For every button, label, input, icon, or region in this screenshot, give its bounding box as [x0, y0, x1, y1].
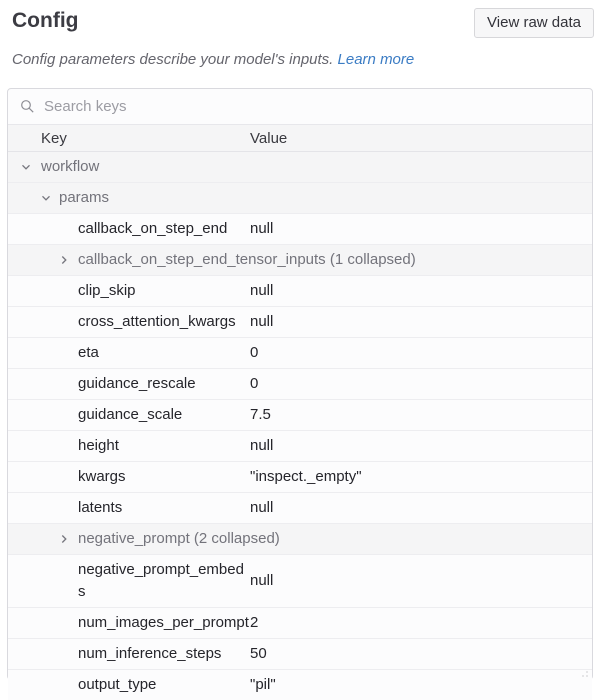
resize-handle-icon[interactable] [580, 669, 589, 678]
table-row [8, 638, 592, 669]
row-value: 0 [250, 375, 259, 392]
row-key: guidance_rescale [78, 375, 196, 392]
row-value: 7.5 [250, 406, 271, 423]
table-row [8, 607, 592, 638]
row-key: clip_skip [78, 282, 136, 299]
search-icon [20, 99, 35, 114]
row-key: eta [78, 344, 99, 361]
row-key: kwargs [78, 468, 126, 485]
table-row[interactable] [8, 523, 592, 554]
table-row [8, 554, 592, 607]
row-value: 2 [250, 614, 259, 631]
chevron-down-icon[interactable] [40, 192, 52, 204]
row-key: num_inference_steps [78, 645, 222, 662]
row-key: callback_on_step_end [78, 220, 228, 237]
row-value: null [250, 220, 274, 237]
view-raw-data-button[interactable]: View raw data [474, 8, 594, 38]
search-bar[interactable] [8, 89, 592, 124]
row-value: null [250, 282, 274, 299]
table-row [8, 368, 592, 399]
row-value: "pil" [250, 676, 276, 693]
table-row [8, 669, 592, 700]
table-row[interactable] [8, 152, 592, 182]
row-value: null [250, 572, 274, 589]
row-key: negative_prompt_embeds [78, 561, 244, 600]
row-key: guidance_scale [78, 406, 183, 423]
row-key: cross_attention_kwargs [78, 313, 236, 330]
config-table-panel [7, 88, 593, 693]
row-value: 50 [250, 645, 267, 662]
table-row [8, 337, 592, 368]
row-key: num_images_per_prompt [78, 614, 249, 631]
chevron-right-icon[interactable] [58, 254, 70, 266]
description-text: Config parameters describe your model's inputs. [12, 51, 338, 68]
table-row[interactable] [8, 244, 592, 275]
table-row [8, 213, 592, 244]
row-value: null [250, 499, 274, 516]
row-key: height [78, 437, 119, 454]
row-key: output_type [78, 676, 157, 693]
table-row[interactable] [8, 182, 592, 213]
config-panel-header [12, 8, 594, 38]
row-value: "inspect._empty" [250, 468, 362, 485]
row-key: workflow [41, 158, 100, 175]
table-header-row [8, 124, 592, 152]
row-key: callback_on_step_end_tensor_inputs (1 collapsed) [78, 251, 416, 268]
chevron-right-icon[interactable] [58, 533, 70, 545]
table-row [8, 430, 592, 461]
column-header-key: Key [41, 129, 67, 147]
description [12, 51, 588, 69]
row-key: latents [78, 499, 123, 516]
table-row [8, 492, 592, 523]
row-key: negative_prompt (2 collapsed) [78, 530, 280, 547]
row-key: params [59, 189, 110, 206]
table-row [8, 306, 592, 337]
table-row [8, 399, 592, 430]
table-row [8, 275, 592, 306]
row-value: 0 [250, 344, 259, 361]
table-rows [8, 152, 592, 700]
learn-more-link[interactable]: Learn more [337, 51, 415, 68]
search-input[interactable] [44, 98, 580, 115]
column-header-value: Value [250, 129, 288, 147]
chevron-down-icon[interactable] [20, 161, 32, 173]
page-title: Config [12, 9, 79, 32]
row-value: null [250, 437, 274, 454]
row-value: null [250, 313, 274, 330]
table-row [8, 461, 592, 492]
